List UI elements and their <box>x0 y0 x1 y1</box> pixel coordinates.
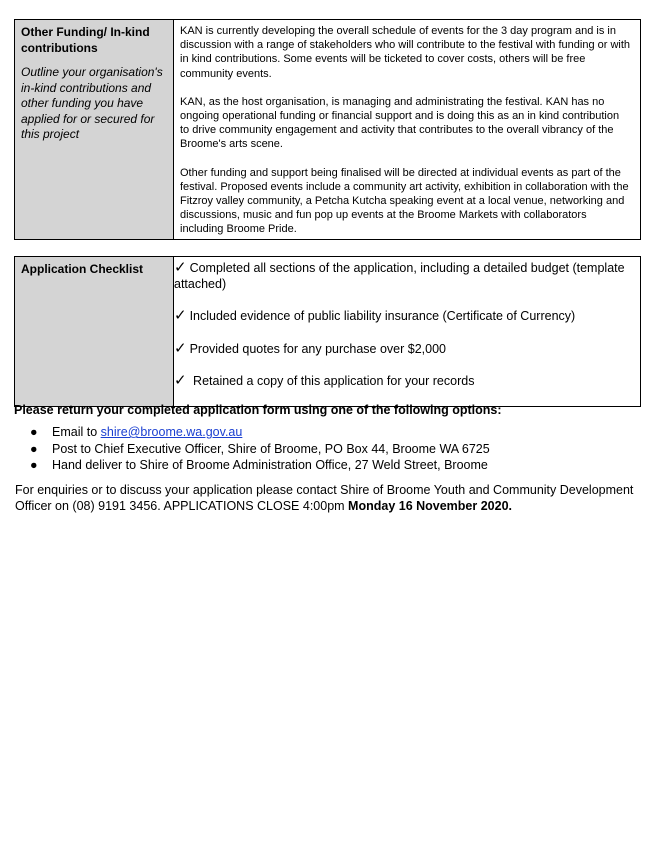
checkmark-icon: ✓ <box>174 306 187 324</box>
hand-deliver-option-text: Hand deliver to Shire of Broome Administration Office, 27 Weld Street, Broome <box>52 458 488 472</box>
return-options-list <box>30 424 490 474</box>
checkmark-icon: ✓ <box>174 258 187 276</box>
checklist-item <box>174 338 640 358</box>
checklist-item <box>174 260 640 292</box>
email-option-prefix: Email to <box>52 425 101 439</box>
checklist-table <box>14 256 641 407</box>
checkmark-icon: ✓ <box>174 371 187 389</box>
closing-date: Monday 16 November 2020 <box>348 499 509 513</box>
post-option-text: Post to Chief Executive Officer, Shire of Broome, PO Box 44, Broome WA 6725 <box>52 441 490 456</box>
checklist-items-cell <box>174 257 641 407</box>
bullet-icon: ● <box>30 425 38 439</box>
return-options-heading: Please return your completed application form using one of the following options: <box>14 403 502 417</box>
checklist-label-title: Application Checklist <box>21 262 144 276</box>
list-item <box>30 457 490 474</box>
bullet-icon: ● <box>30 441 38 456</box>
checklist-item-text: Provided quotes for any purchase over $2,000 <box>189 341 446 356</box>
enquiries-text: For enquiries or to discuss your application please contact Shire of Broome Youth and Community Development Officer on (08) 9191 3456. APPLICATIONS CLOSE 4:00pm <box>15 483 634 513</box>
funding-label-description: Outline your organisation's in-kind contributions and other funding you have applied for or secured for this project <box>21 65 163 141</box>
funding-paragraph: Other funding and support being finalised will be directed at individual events as part of the festival. Proposed events include a community art activity, exhibition in collaboration with the Fitzroy valley community, a Petcha Kutcha speaking event at a local venue, networking and discussions, music and fun pop up events at the Broome Markets with collaborators including Broome Pride. <box>180 166 629 236</box>
checklist-item <box>174 308 640 325</box>
funding-label-cell <box>15 20 174 240</box>
checklist-item-text: Completed all sections of the application, including a detailed budget (template attached) <box>174 261 625 291</box>
funding-response-cell <box>174 20 641 240</box>
enquiries-paragraph <box>15 482 640 514</box>
funding-paragraph: KAN is currently developing the overall schedule of events for the 3 day program and is in discussion with a range of stakeholders who will contribute to the festival with funding or with in kind contributions. Some events will be ticketed to cover costs, others will be free community events. <box>180 25 631 80</box>
checklist-item-text: Retained a copy of this application for your records <box>189 374 475 388</box>
checklist-item-text: Included evidence of public liability insurance (Certificate of Currency) <box>189 309 576 323</box>
closing-date-period: . <box>508 499 513 513</box>
list-item <box>30 424 490 441</box>
email-link[interactable]: shire@broome.wa.gov.au <box>100 425 243 439</box>
funding-label-title: Other Funding/ In-kind contributions <box>21 25 150 55</box>
list-item <box>30 441 490 458</box>
funding-table <box>14 19 641 240</box>
checklist-label-cell <box>15 257 174 407</box>
checklist-item <box>174 373 640 390</box>
funding-paragraph: KAN, as the host organisation, is managing and administrating the festival. KAN has no ongoing operational funding or financial support and is doing this as an in kind contribution to drive community engagement and activity that contributes to the overall vibrancy of the Broome's arts scene. <box>180 95 620 151</box>
checkmark-icon: ✓ <box>174 338 187 357</box>
bullet-icon: ● <box>30 458 38 472</box>
